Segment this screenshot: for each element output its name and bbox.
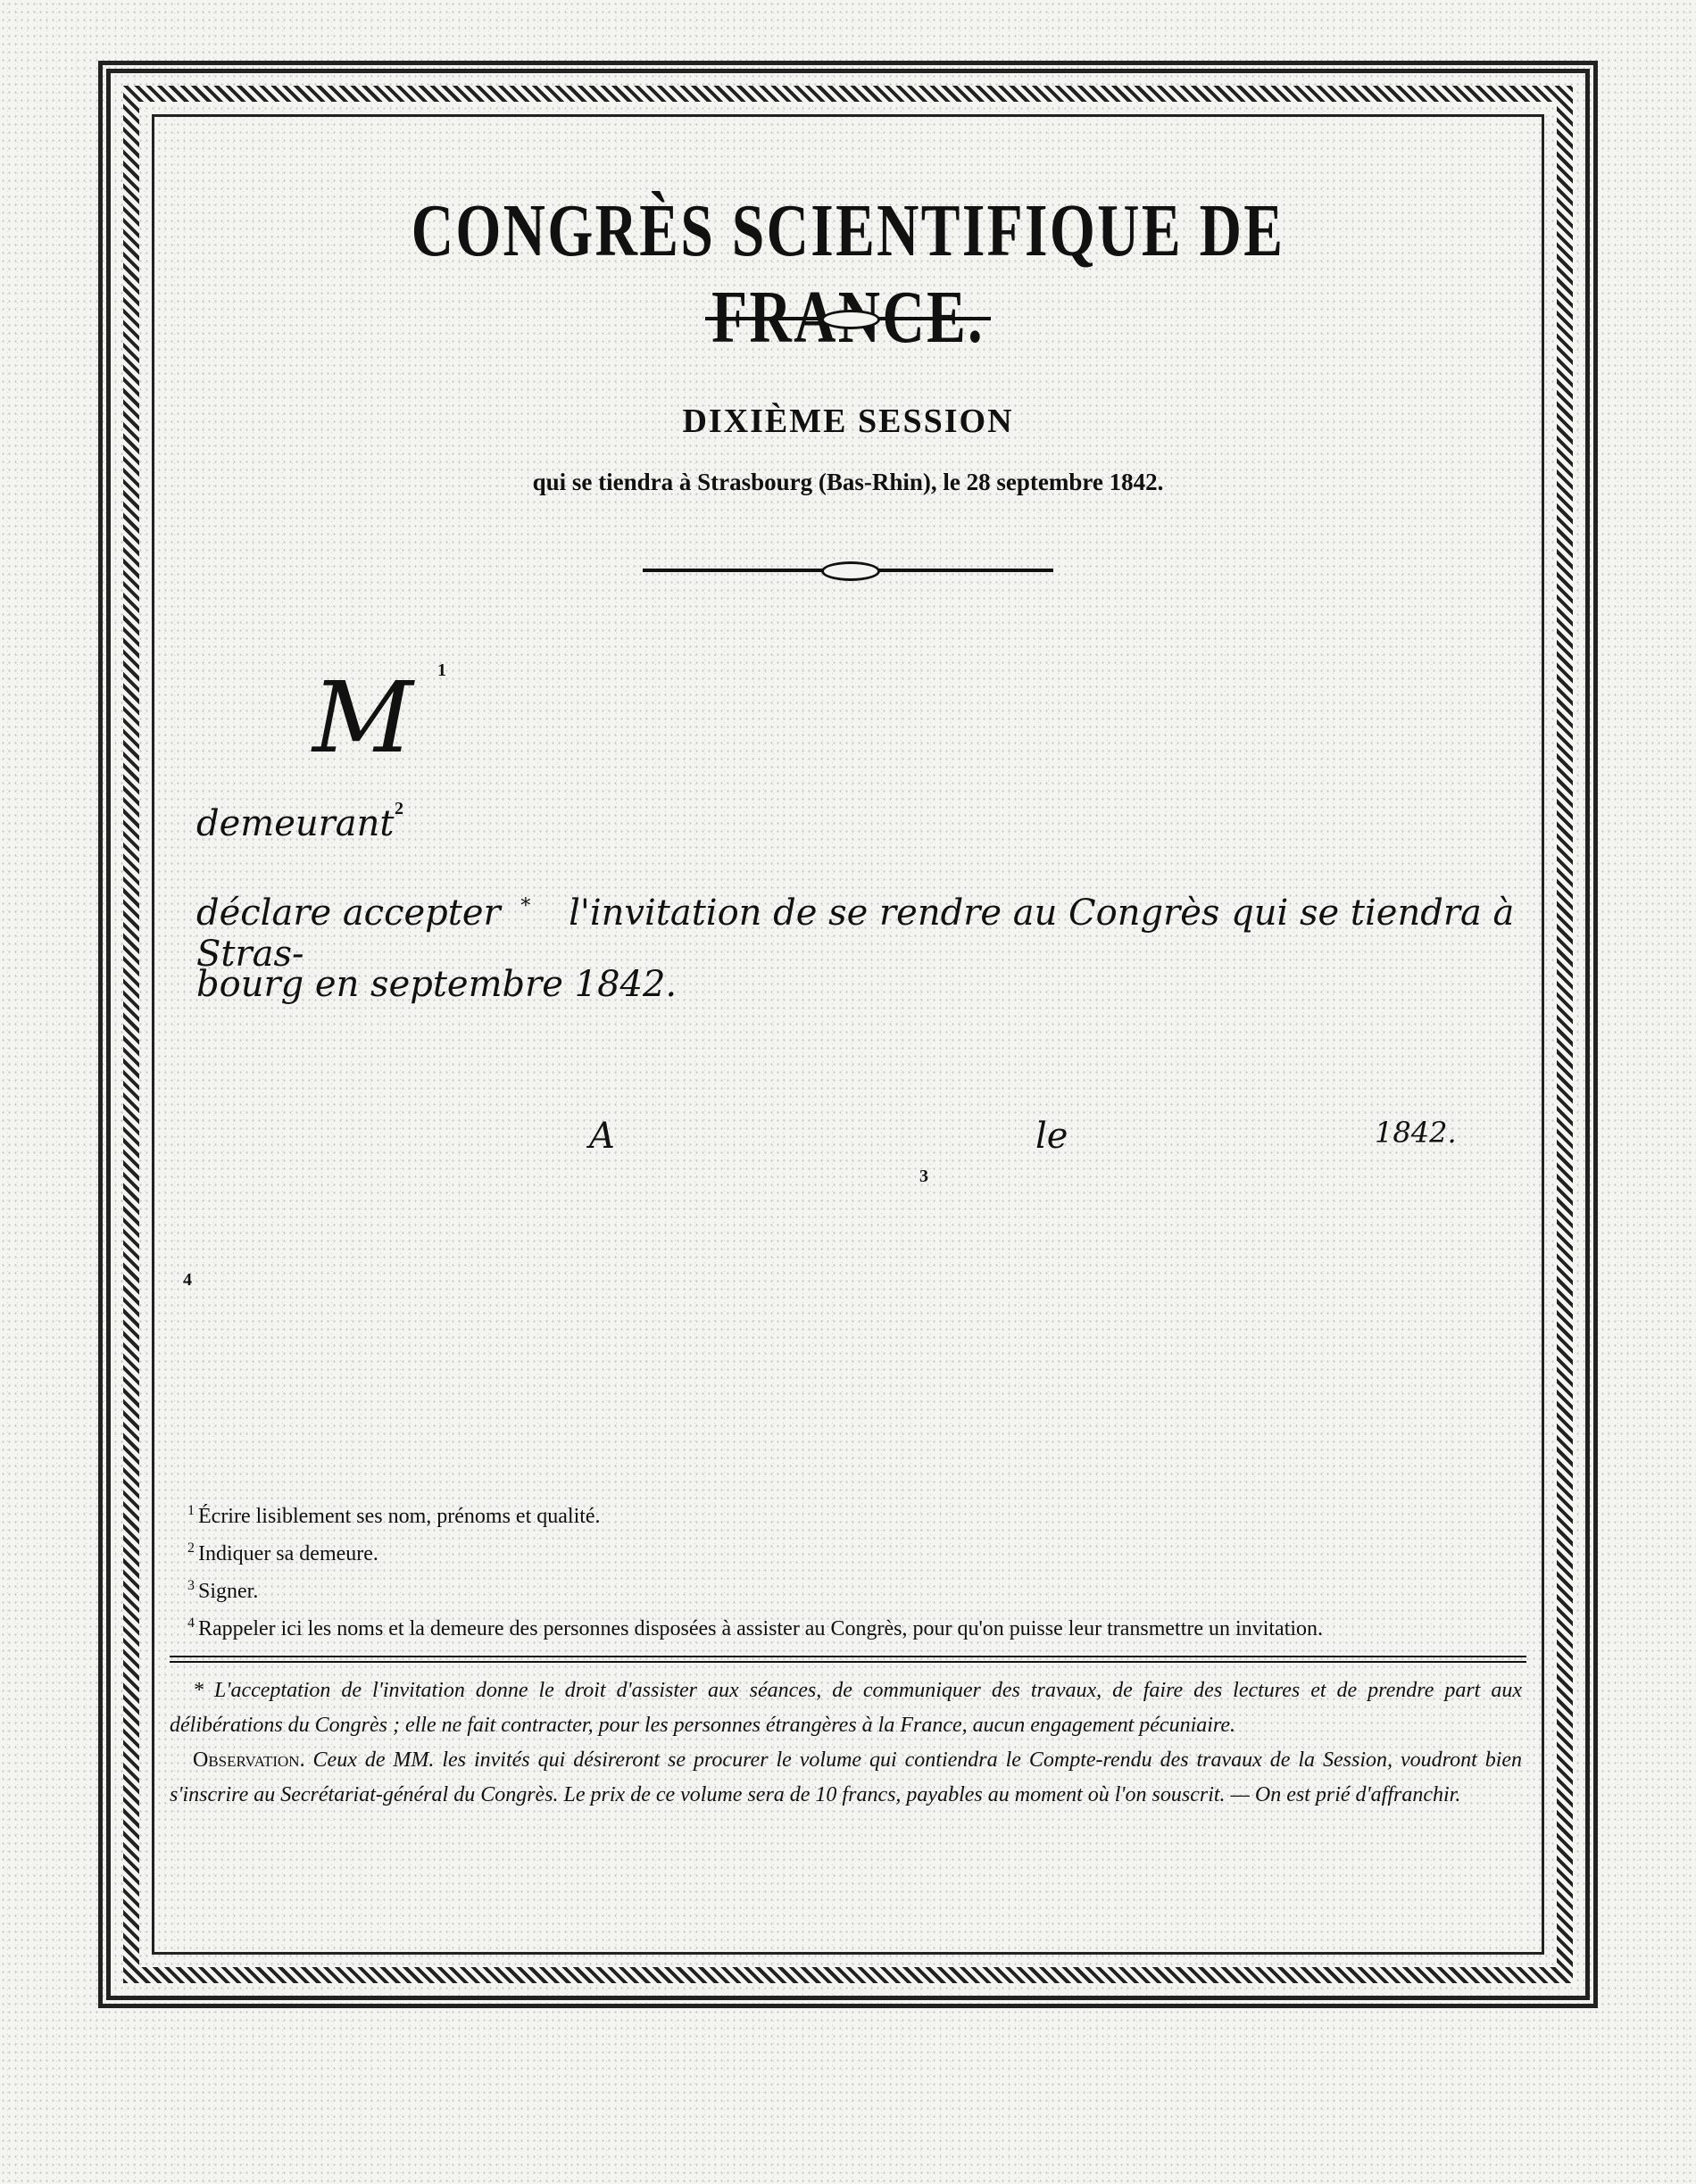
acceptance-note: * L'acceptation de l'invitation donne le droit d'assister aux séances, de communiquer des travaux, de faire des lectures et de prendre part aux délibérations du Congrès ; elle ne fait contracter, pour les personnes étrangères à la France, aucun engagement pécuniaire. <box>170 1679 1522 1737</box>
salutation-monsieur: M <box>312 660 413 775</box>
observation-label: Observation. <box>193 1748 305 1772</box>
salutation-footnote-ref: 1 <box>437 660 446 680</box>
footnote: $^4$ Rappeler ici les noms et la demeure des personnes disposées à assister au Congrès, pour qu'on puisse leur transmettre un invitation. <box>187 1615 1324 1640</box>
persons-footnote-ref: 4 <box>183 1270 192 1290</box>
observation-text: Ceux de MM. les invités qui désireront se procurer le volume qui contiendra le Compte-rendu des travaux de la Session, voudront bien s'inscrire au Secrétariat-général du Congrès. Le prix de ce volume sera de 10 francs, payables au moment où l'on souscrit. — On est prié d'affranchir. <box>170 1748 1523 1806</box>
session-heading: DIXIÈME SESSION <box>682 403 1014 440</box>
footnote: $^3$ Signer. <box>187 1578 259 1603</box>
date-label: le <box>1035 1116 1068 1157</box>
footer-notice <box>170 1673 1522 1813</box>
signature-footnote-ref: 3 <box>919 1167 928 1186</box>
declaration-label: déclare accepter <box>196 893 501 934</box>
subtitle-ornament-divider <box>643 569 1053 572</box>
declaration-line <box>196 893 1535 975</box>
residence-footnote-ref: 2 <box>395 799 403 818</box>
residence-label: demeurant <box>196 803 395 844</box>
footnotes <box>187 1495 1517 1645</box>
footer-double-rule <box>170 1656 1526 1663</box>
title-ornament-divider <box>705 317 991 320</box>
document-title: CONGRÈS SCIENTIFIQUE DE <box>411 189 1285 272</box>
footnote: $^2$ Indiquer sa demeure. <box>187 1540 378 1565</box>
observation-note <box>170 1743 1522 1813</box>
footnote: $^1$ Écrire lisiblement ses nom, prénoms et qualité. <box>187 1503 601 1528</box>
declaration-asterisk: * <box>520 894 531 918</box>
declaration-text-continued: bourg en septembre 1842. <box>196 964 678 1005</box>
place-label: A <box>589 1116 615 1157</box>
document-body <box>170 161 1526 1901</box>
date-year: 1842. <box>1375 1116 1457 1150</box>
declaration-text: l'invitation de se rendre au Congrès qui se tiendra à Stras- <box>196 893 1515 975</box>
session-subtitle: qui se tiendra à Strasbourg (Bas-Rhin), le 28 septembre 1842. <box>532 469 1164 495</box>
